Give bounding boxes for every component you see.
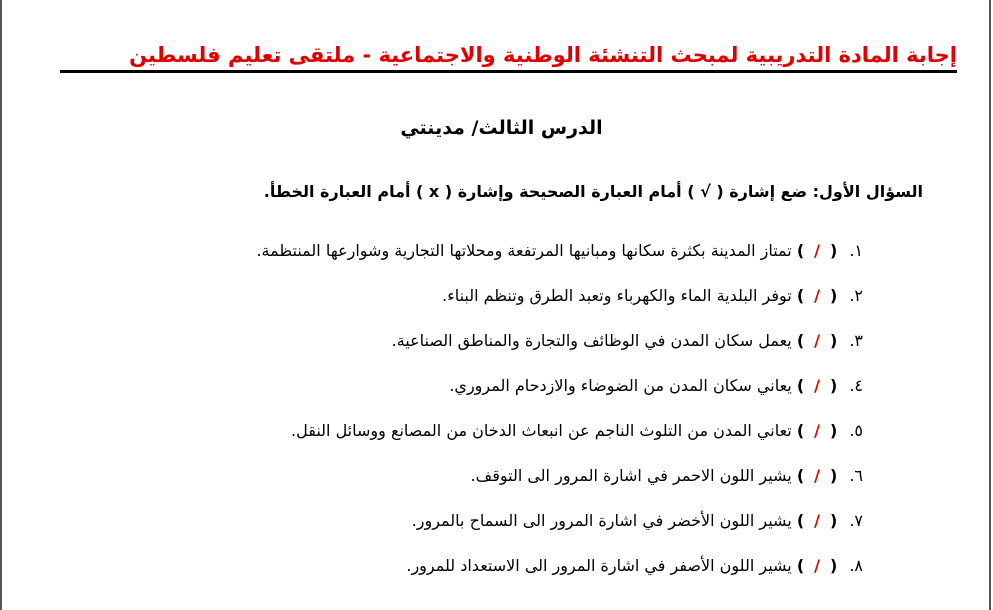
open-paren: ( [830, 466, 838, 485]
question-text: تعاني المدن من التلوث الناجم عن انبعاث الدخان من المصانع ووسائل النقل. [291, 421, 792, 440]
question-text: يشير اللون الاحمر في اشارة المرور الى التوقف. [470, 466, 792, 485]
question-item [256, 465, 863, 510]
close-paren: ) [796, 511, 805, 530]
questions-list [256, 240, 863, 600]
close-paren: ) [796, 466, 805, 485]
close-paren: ) [796, 556, 805, 575]
question-text: يعاني سكان المدن من الضوضاء والازدحام المروري. [449, 376, 792, 395]
question-item [256, 330, 863, 375]
question-text: توفر البلدية الماء والكهرباء وتعبد الطرق وتنظم البناء. [442, 286, 792, 305]
question-number: ١. [849, 241, 863, 260]
answer-mark: / [814, 376, 820, 395]
open-paren: ( [830, 286, 838, 305]
question-item [256, 420, 863, 465]
open-paren: ( [830, 511, 838, 530]
lesson-title: الدرس الثالث/ مدينتي [400, 117, 603, 139]
close-paren: ) [796, 331, 805, 350]
page-border-right [989, 0, 991, 610]
question-item [256, 510, 863, 555]
question-item [256, 375, 863, 420]
open-paren: ( [830, 421, 838, 440]
open-paren: ( [830, 556, 838, 575]
close-paren: ) [796, 421, 805, 440]
page-border-left [0, 0, 2, 610]
answer-mark: / [814, 331, 820, 350]
close-paren: ) [796, 286, 805, 305]
question-item [256, 285, 863, 330]
answer-mark: / [814, 286, 820, 305]
close-paren: ) [796, 241, 805, 260]
question-item [256, 240, 863, 285]
question-instruction: السؤال الأول: ضع إشارة ( √ ) أمام العبارة الصحيحة وإشارة ( x ) أمام العبارة الخطأ. [263, 182, 923, 201]
question-number: ٨. [849, 556, 863, 575]
header-underline [60, 70, 957, 73]
question-text: يعمل سكان المدن في الوظائف والتجارة والمناطق الصناعية. [391, 331, 792, 350]
question-number: ٧. [849, 511, 863, 530]
open-paren: ( [830, 241, 838, 260]
question-number: ٢. [849, 286, 863, 305]
answer-mark: / [814, 241, 820, 260]
page-header-title: إجابة المادة التدريبية لمبحث التنشئة الوطنية والاجتماعية - ملتقى تعليم فلسطين [129, 43, 957, 67]
question-item [256, 555, 863, 600]
question-number: ٤. [849, 376, 863, 395]
close-paren: ) [796, 376, 805, 395]
question-number: ٥. [849, 421, 863, 440]
answer-mark: / [814, 511, 820, 530]
answer-mark: / [814, 466, 820, 485]
answer-mark: / [814, 556, 820, 575]
answer-mark: / [814, 421, 820, 440]
open-paren: ( [830, 376, 838, 395]
question-number: ٦. [849, 466, 863, 485]
question-text: يشير اللون الأصفر في اشارة المرور الى الاستعداد للمرور. [406, 556, 792, 575]
open-paren: ( [830, 331, 838, 350]
question-number: ٣. [849, 331, 863, 350]
question-text: تمتاز المدينة بكثرة سكانها ومبانيها المرتفعة ومحلاتها التجارية وشوارعها المنتظمة. [256, 241, 792, 260]
question-text: يشير اللون الأخضر في اشارة المرور الى السماح بالمرور. [411, 511, 792, 530]
